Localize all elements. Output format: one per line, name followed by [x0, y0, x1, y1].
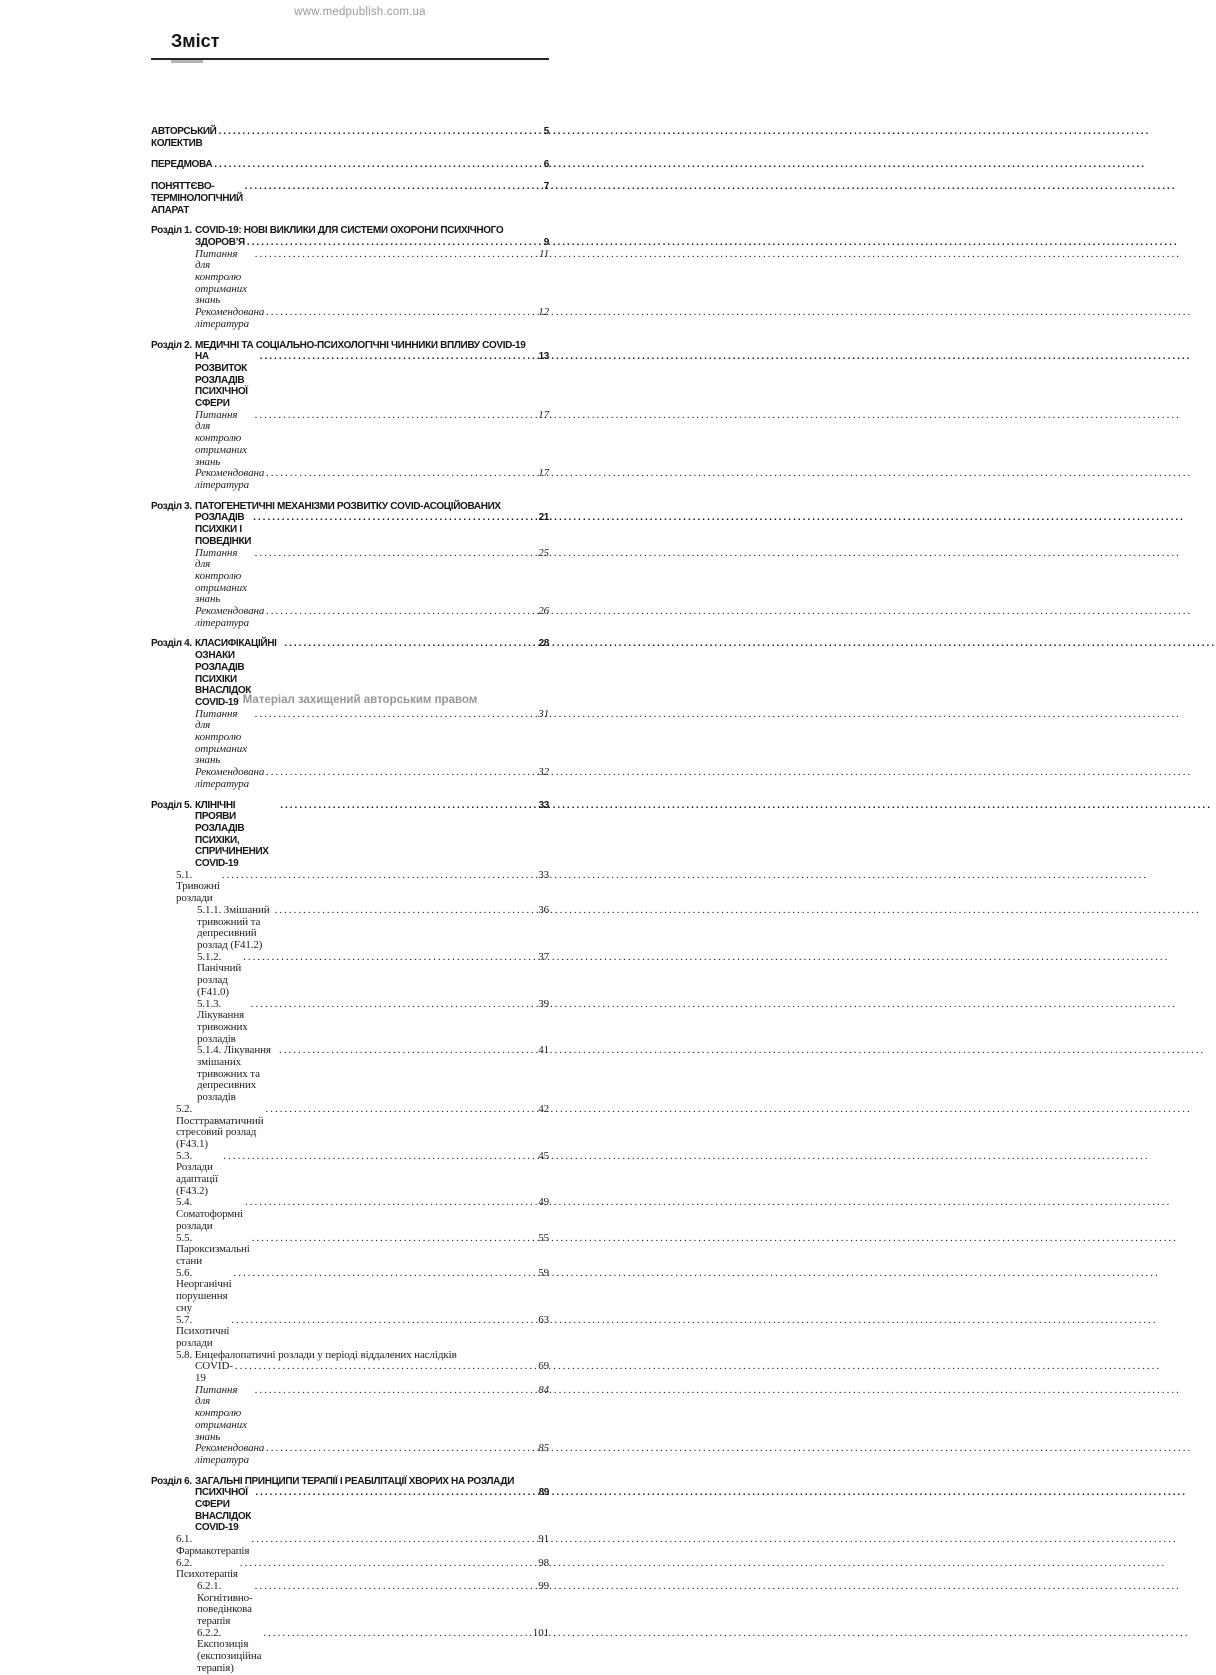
toc-entry	[151, 1476, 549, 1488]
page-number: 13	[538, 351, 549, 363]
toc-entry	[151, 512, 549, 547]
page-number: 26	[538, 605, 549, 618]
page-number: 12	[538, 306, 549, 319]
toc-entry	[151, 1385, 549, 1444]
dot-leader	[243, 181, 543, 193]
entry-title: 5.4. Соматоформні розлади	[176, 1196, 243, 1232]
entry-title: 6.2. Психотерапія	[176, 1556, 238, 1581]
entry-title: 5.1.2. Панічний розлад (F41.0)	[197, 950, 242, 998]
toc-entry	[151, 905, 549, 952]
title-divider-accent	[171, 60, 203, 63]
page-number: 63	[538, 1313, 549, 1326]
toc-entry	[151, 1268, 549, 1315]
entry-title: 5.7. Психотичні розлади	[176, 1313, 230, 1349]
page-number: 21	[538, 512, 549, 524]
dot-leader	[253, 1487, 537, 1499]
toc-entry	[151, 1045, 549, 1104]
entry-title: 5.1. Тривожні розлади	[176, 868, 220, 905]
entry-title: ПАТОГЕНЕТИЧНІ МЕХАНІЗМИ РОЗВИТКУ COVID-АСОЦІЙОВАНИХ	[195, 500, 501, 512]
copyright-notice: Матеріал захищений авторським правом	[242, 694, 478, 706]
page-number: 25	[538, 546, 549, 559]
dot-leader	[282, 638, 537, 650]
toc-entry	[151, 1487, 549, 1534]
dot-leader	[249, 1534, 537, 1546]
page-number: 37	[538, 950, 549, 963]
chapter-label: Розділ 6.	[151, 1475, 192, 1487]
toc-entry	[151, 225, 549, 237]
toc-entry	[151, 870, 549, 905]
dot-leader	[278, 800, 537, 812]
title-divider-rule	[151, 58, 549, 60]
entry-title: АВТОРСЬКИЙ КОЛЕКТИВ	[151, 126, 217, 149]
chapter-label: Розділ 2.	[151, 339, 192, 351]
entry-title: ЗАГАЛЬНІ ПРИНЦИПИ ТЕРАПІЇ І РЕАБІЛІТАЦІЇ ХВОРИХ НА РОЗЛАДИ	[195, 1475, 515, 1487]
dot-leader	[232, 1268, 538, 1280]
page-number: 7	[543, 181, 549, 193]
entry-title: 5.1.3. Лікування тривожних розладів	[197, 997, 248, 1045]
page-number: 5	[543, 126, 549, 137]
page-number: 101	[532, 1626, 549, 1639]
dot-leader	[264, 767, 537, 779]
page-number: 85	[538, 1442, 549, 1455]
toc-entry	[151, 181, 549, 216]
toc-entry	[151, 709, 549, 768]
entry-title: 5.3. Розлади адаптації (F43.2)	[176, 1149, 219, 1197]
toc-entry	[151, 999, 549, 1046]
entry-title: ЗДОРОВ’Я	[195, 236, 245, 248]
toc-entry	[151, 1581, 549, 1628]
page-number: 17	[538, 408, 549, 421]
toc-entry	[151, 1361, 549, 1384]
page-number: 69	[538, 1360, 549, 1373]
publisher-url-watermark: www.medpublish.com.ua	[294, 6, 426, 18]
dot-leader	[253, 249, 538, 261]
toc-entry	[151, 410, 549, 469]
page-number: 33	[538, 868, 549, 881]
toc-entry	[151, 340, 549, 352]
dot-leader	[264, 468, 537, 480]
dot-leader	[220, 870, 537, 882]
entry-title: Питання для контролю отриманих знань	[195, 1383, 247, 1443]
toc-entry	[151, 501, 549, 513]
toc-entry	[151, 468, 549, 491]
entry-title: Рекомендована література	[195, 467, 265, 491]
dot-leader	[253, 1581, 538, 1593]
toc-entry	[151, 606, 549, 629]
page-number: 91	[538, 1533, 549, 1546]
entry-title: 5.8. Енцефалопатичні розлади у періоді віддалених наслідків	[176, 1348, 457, 1361]
dot-leader	[253, 548, 537, 560]
toc-entry	[151, 1534, 549, 1557]
toc-entry	[151, 1628, 549, 1675]
toc-entry	[151, 1443, 549, 1466]
entry-title: 5.2. Посттравматичний стресовий розлад (F43.1)	[176, 1102, 264, 1150]
dot-leader	[212, 159, 543, 171]
dot-leader	[277, 1045, 537, 1057]
page-number: 32	[538, 766, 549, 779]
page-number: 28	[538, 638, 549, 650]
entry-title: Рекомендована література	[195, 766, 265, 790]
toc-entry	[151, 952, 549, 999]
entry-title: ПСИХІЧНОЇ СФЕРИ ВНАСЛІДОК COVID-19	[195, 1487, 252, 1534]
dot-leader	[253, 709, 537, 721]
toc-entry	[151, 800, 549, 870]
dot-leader	[229, 1315, 537, 1327]
entry-title: Питання для контролю отриманих знань	[195, 408, 247, 468]
toc-entry	[151, 307, 549, 330]
entry-title: 5.6. Неорганічні порушення сну	[176, 1266, 232, 1314]
page-title: Зміст	[171, 31, 220, 51]
dot-leader	[253, 1385, 537, 1397]
dot-leader	[251, 512, 537, 524]
toc-entry	[151, 237, 549, 249]
toc-entry	[151, 1151, 549, 1198]
page-number: 42	[538, 1102, 549, 1115]
table-of-contents	[151, 126, 549, 1675]
page-number: 45	[538, 1149, 549, 1162]
chapter-label: Розділ 4.	[151, 638, 192, 650]
entry-title: Рекомендована література	[195, 306, 265, 330]
chapter-label: Розділ 1.	[151, 225, 192, 237]
dot-leader	[241, 952, 537, 964]
toc-entry	[151, 249, 549, 308]
page-number: 49	[538, 1196, 549, 1209]
dot-leader	[238, 1558, 537, 1570]
dot-leader	[253, 410, 537, 422]
dot-leader	[217, 126, 543, 138]
toc-entry	[151, 548, 549, 607]
entry-title: 5.5. Пароксизмальні стани	[176, 1231, 250, 1267]
entry-title: COVID-19: НОВІ ВИКЛИКИ ДЛЯ СИСТЕМИ ОХОРОНИ ПСИХІЧНОГО	[195, 225, 504, 237]
page-number: 99	[538, 1579, 549, 1592]
dot-leader	[258, 351, 538, 363]
toc-entry	[151, 159, 549, 171]
page-number: 31	[538, 707, 549, 720]
page-number: 11	[539, 247, 549, 260]
dot-leader	[264, 307, 537, 319]
dot-leader	[243, 1197, 537, 1209]
page-number: 39	[538, 997, 549, 1010]
toc-entry	[151, 1104, 549, 1151]
entry-title: КЛАСИФІКАЦІЙНІ ОЗНАКИ РОЗЛАДІВ ПСИХІКИ ВНАСЛІДОК COVID-19	[195, 638, 277, 708]
dot-leader	[245, 237, 543, 249]
entry-title: Питання для контролю отриманих знань	[195, 546, 247, 606]
page-number: 36	[538, 903, 549, 916]
page-number: 84	[538, 1383, 549, 1396]
dot-leader	[264, 1443, 537, 1455]
page-number: 17	[538, 467, 549, 480]
toc-entry	[151, 351, 549, 410]
toc-entry	[151, 1558, 549, 1581]
entry-title: Рекомендована література	[195, 1442, 265, 1466]
entry-title: КЛІНІЧНІ ПРОЯВИ РОЗЛАДІВ ПСИХІКИ, СПРИЧИНЕНИХ COVID-19	[195, 799, 269, 870]
page-number: 98	[538, 1556, 549, 1569]
page-number: 6	[543, 159, 549, 171]
entry-title: Питання для контролю отриманих знань	[195, 247, 247, 307]
toc-entry	[151, 1197, 549, 1232]
page-number: 59	[538, 1266, 549, 1279]
entry-title: COVID-19	[195, 1360, 233, 1385]
entry-title: НА РОЗВИТОК РОЗЛАДІВ ПСИХІЧНОЇ СФЕРИ	[195, 351, 248, 410]
page-number: 55	[538, 1231, 549, 1244]
toc-entry	[151, 1233, 549, 1268]
toc-entry	[151, 126, 549, 149]
entry-title: 5.1.1. Змішаний тривожний та депресивний розлад (F41.2)	[197, 903, 270, 951]
page-number: 41	[538, 1044, 549, 1057]
dot-leader	[221, 1151, 537, 1163]
dot-leader	[261, 1628, 531, 1640]
dot-leader	[250, 1233, 537, 1245]
dot-leader	[264, 606, 537, 618]
entry-title: Рекомендована література	[195, 605, 265, 629]
page-number: 89	[538, 1487, 549, 1499]
entry-title: ПЕРЕДМОВА	[151, 159, 213, 171]
dot-leader	[233, 1361, 537, 1373]
dot-leader	[249, 999, 537, 1011]
entry-title: ПОНЯТТЄВО-ТЕРМІНОЛОГІЧНИЙ АПАРАТ	[151, 181, 243, 216]
dot-leader	[273, 905, 538, 917]
entry-title: 6.2.2. Експозиція (експозиційна терапія)	[197, 1626, 262, 1674]
entry-title: РОЗЛАДІВ ПСИХІКИ І ПОВЕДІНКИ	[195, 512, 252, 547]
entry-title: МЕДИЧНІ ТА СОЦІАЛЬНО-ПСИХОЛОГІЧНІ ЧИННИКИ ВПЛИВУ COVID-19	[195, 339, 526, 351]
toc-entry	[151, 1315, 549, 1350]
chapter-label: Розділ 3.	[151, 500, 192, 512]
entry-title: 6.1. Фармакотерапія	[176, 1533, 250, 1557]
entry-title: 5.1.4. Лікування змішаних тривожних та депресивних розладів	[197, 1044, 271, 1104]
page-number: 33	[538, 799, 549, 811]
entry-title: Питання для контролю отриманих знань	[195, 707, 247, 767]
entry-title: 6.2.1. Когнітивно-поведінкова терапія	[197, 1579, 253, 1628]
dot-leader	[264, 1104, 538, 1116]
chapter-label: Розділ 5.	[151, 799, 192, 811]
page-number: 9	[543, 236, 549, 248]
toc-entry	[151, 767, 549, 790]
